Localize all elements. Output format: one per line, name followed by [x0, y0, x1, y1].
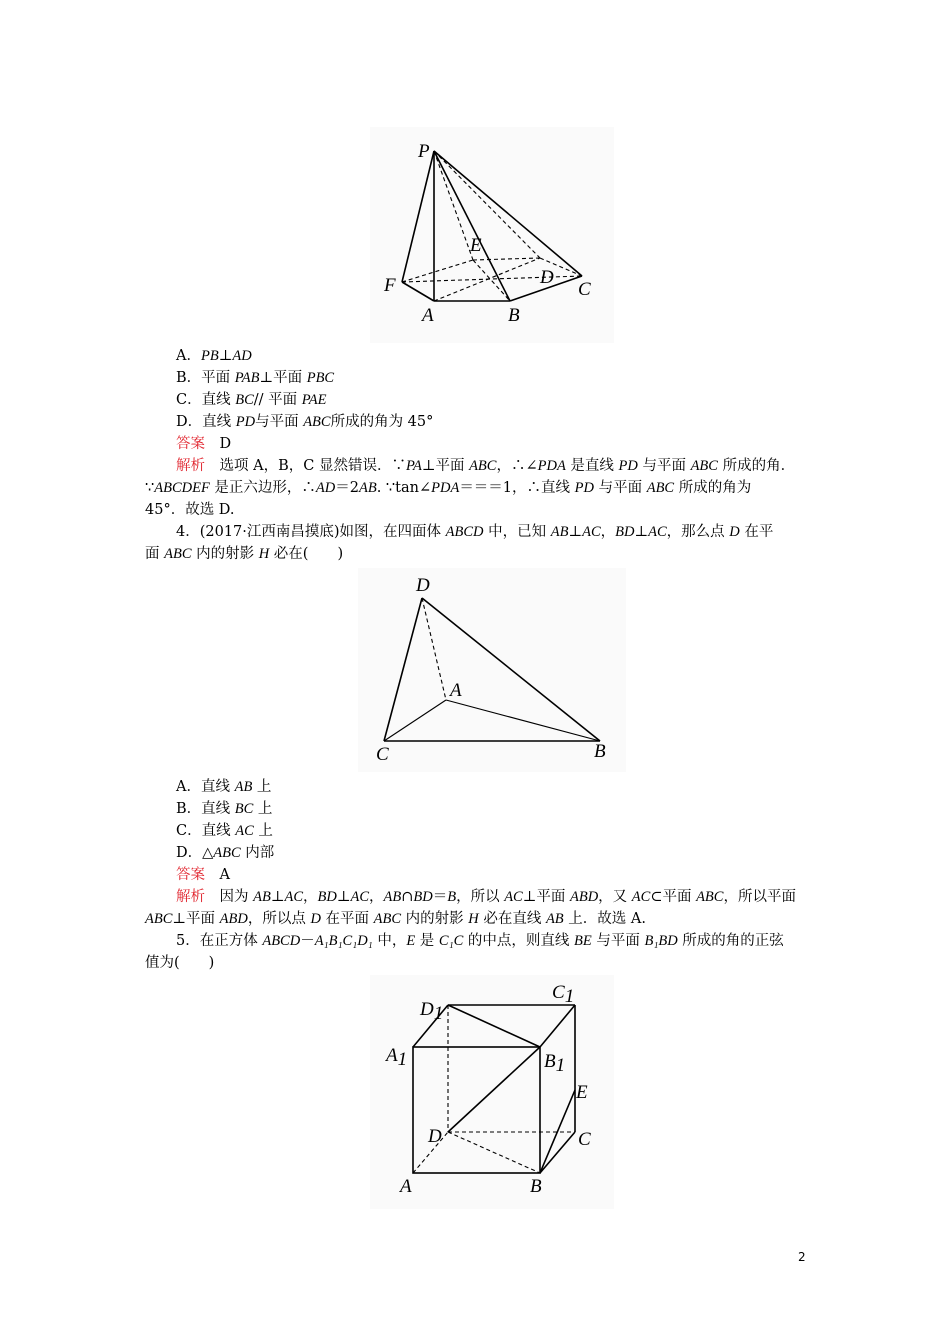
analysis-label: 解析 — [176, 889, 205, 905]
label-A: A — [450, 680, 462, 701]
q4-answer: 答案 A — [176, 867, 230, 883]
q4-stem-line-1: 4．(2017·江西南昌摸底)如图，在四面体 ABCD 中，已知 AB⊥AC，BD⊥AC，那么点 D 在平 — [176, 524, 774, 540]
label-C: C — [578, 279, 591, 300]
answer-label: 答案 — [176, 436, 205, 452]
page-number: 2 — [798, 1250, 806, 1264]
label-D1: D1 — [420, 999, 444, 1024]
label-C1: C1 — [552, 982, 575, 1007]
figure-tetrahedron — [358, 568, 626, 772]
label-B: B — [530, 1176, 542, 1197]
q4-option-c: C．直线 AC 上 — [176, 823, 273, 839]
label-D: D — [540, 267, 554, 288]
q3-analysis-line-2: ∵ABCDEF 是正六边形，∴AD＝2AB. ∵tan∠PDA＝＝＝1，∴直线 PD 与平面 ABC 所成的角为 — [145, 480, 752, 496]
label-D: D — [416, 575, 430, 596]
q3-option-b: B．平面 PAB⊥平面 PBC — [176, 370, 335, 386]
q5-stem-line-2: 值为( ) — [145, 955, 215, 971]
figure-cube — [370, 975, 614, 1209]
q3-analysis-line-3: 45°．故选 D. — [145, 502, 235, 518]
label-F: F — [384, 275, 396, 296]
q4-option-b: B．直线 BC 上 — [176, 801, 273, 817]
tetrahedron-diagram — [358, 568, 626, 772]
q4-option-a: A．直线 AB 上 — [176, 779, 272, 795]
label-B: B — [508, 305, 520, 326]
label-B: B — [594, 741, 606, 762]
q3-analysis-line-1: 解析 选项 A，B，C 显然错误．∵PA⊥平面 ABC，∴∠PDA 是直线 PD 与平面 ABC 所成的角． — [176, 458, 796, 474]
analysis-label: 解析 — [176, 458, 205, 474]
q3-option-d: D．直线 PD与平面 ABC所成的角为 45° — [176, 414, 434, 430]
q4-stem-line-2: 面 ABC 内的射影 H 必在( ) — [145, 546, 344, 562]
q4-option-d: D．△ABC 内部 — [176, 845, 275, 861]
figure-hexagonal-pyramid — [370, 127, 614, 343]
q5-stem-line-1: 5．在正方体 ABCD－A₁B₁C₁D₁ 中，E 是 C₁C 的中点，则直线 BE 与平面 B₁BD 所成的角的正弦 — [176, 933, 784, 949]
label-C: C — [376, 744, 389, 765]
label-C: C — [578, 1129, 591, 1150]
label-A1: A1 — [386, 1045, 408, 1070]
label-A: A — [400, 1176, 412, 1197]
q3-option-c: C．直线 BC// 平面 PAE — [176, 392, 327, 408]
answer-label: 答案 — [176, 867, 205, 883]
label-E: E — [576, 1082, 588, 1103]
label-B1: B1 — [544, 1051, 566, 1076]
pyramid-diagram — [370, 127, 614, 343]
cube-diagram — [370, 975, 614, 1209]
label-D: D — [428, 1126, 442, 1147]
label-A: A — [422, 305, 434, 326]
q4-analysis-line-1: 解析 因为 AB⊥AC，BD⊥AC，AB∩BD＝B，所以 AC⊥平面 ABD，又 AC⊂平面 ABC，所以平面 — [176, 889, 796, 905]
q4-analysis-line-2: ABC⊥平面 ABD，所以点 D 在平面 ABC 内的射影 H 必在直线 AB 上．故选 A. — [145, 911, 646, 927]
label-P: P — [418, 141, 430, 162]
label-E: E — [470, 235, 482, 256]
q3-option-a: A．PB⊥AD — [176, 348, 252, 364]
q3-answer: 答案 D — [176, 436, 232, 452]
